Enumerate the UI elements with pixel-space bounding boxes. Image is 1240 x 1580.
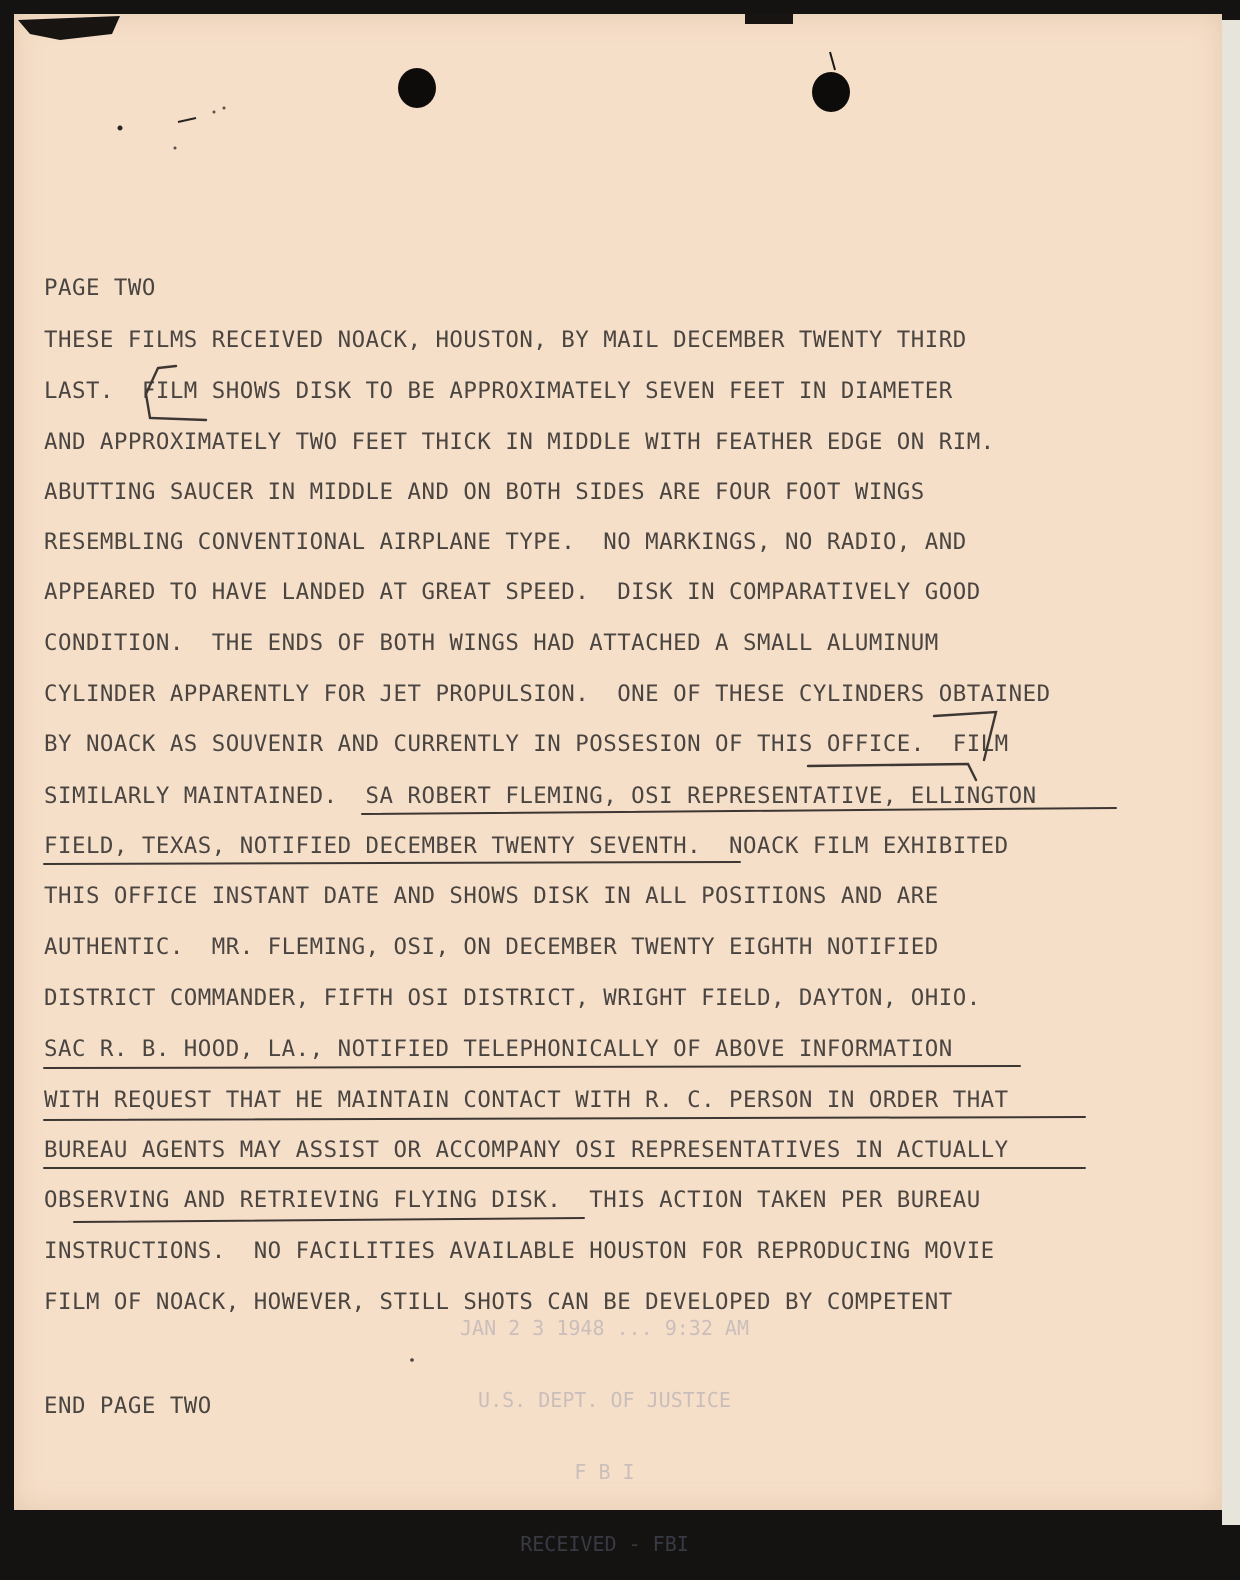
body-line: DISTRICT COMMANDER, FIFTH OSI DISTRICT, WRIGHT FIELD, DAYTON, OHIO. (44, 985, 981, 1011)
stamp-received: RECEIVED - FBI (520, 1532, 689, 1556)
body-line: BUREAU AGENTS MAY ASSIST OR ACCOMPANY OSI REPRESENTATIVES IN ACTUALLY (44, 1137, 1009, 1163)
body-line: CYLINDER APPARENTLY FOR JET PROPULSION. ONE OF THESE CYLINDERS OBTAINED (44, 681, 1051, 707)
body-line: SAC R. B. HOOD, LA., NOTIFIED TELEPHONICALLY OF ABOVE INFORMATION (44, 1036, 953, 1062)
body-line: ABUTTING SAUCER IN MIDDLE AND ON BOTH SIDES ARE FOUR FOOT WINGS (44, 479, 925, 505)
body-line: THIS OFFICE INSTANT DATE AND SHOWS DISK IN ALL POSITIONS AND ARE (44, 883, 939, 909)
body-line: AND APPROXIMATELY TWO FEET THICK IN MIDDLE WITH FEATHER EDGE ON RIM. (44, 429, 995, 455)
body-line: OBSERVING AND RETRIEVING FLYING DISK. THIS ACTION TAKEN PER BUREAU (44, 1187, 981, 1213)
body-line: FIELD, TEXAS, NOTIFIED DECEMBER TWENTY SEVENTH. NOACK FILM EXHIBITED (44, 833, 1009, 859)
body-line: APPEARED TO HAVE LANDED AT GREAT SPEED. DISK IN COMPARATIVELY GOOD (44, 579, 981, 605)
body-line: AUTHENTIC. MR. FLEMING, OSI, ON DECEMBER TWENTY EIGHTH NOTIFIED (44, 934, 939, 960)
body-line: LAST. FILM SHOWS DISK TO BE APPROXIMATELY SEVEN FEET IN DIAMETER (44, 378, 953, 404)
stamp-date: JAN 2 3 1948 ... 9:32 AM (460, 1316, 749, 1340)
body-line: RESEMBLING CONVENTIONAL AIRPLANE TYPE. NO MARKINGS, NO RADIO, AND (44, 529, 967, 555)
body-line: CONDITION. THE ENDS OF BOTH WINGS HAD ATTACHED A SMALL ALUMINUM (44, 630, 939, 656)
page-header: PAGE TWO (44, 275, 156, 301)
stamp-agency: F B I (574, 1460, 635, 1484)
stamp-department: U.S. DEPT. OF JUSTICE (478, 1388, 731, 1412)
page-footer: END PAGE TWO (44, 1393, 212, 1419)
body-line: SIMILARLY MAINTAINED. SA ROBERT FLEMING, OSI REPRESENTATIVE, ELLINGTON (44, 783, 1037, 809)
body-line: FILM OF NOACK, HOWEVER, STILL SHOTS CAN BE DEVELOPED BY COMPETENT (44, 1289, 953, 1315)
body-line: INSTRUCTIONS. NO FACILITIES AVAILABLE HOUSTON FOR REPRODUCING MOVIE (44, 1238, 995, 1264)
body-line: WITH REQUEST THAT HE MAINTAIN CONTACT WITH R. C. PERSON IN ORDER THAT (44, 1087, 1009, 1113)
body-line: THESE FILMS RECEIVED NOACK, HOUSTON, BY MAIL DECEMBER TWENTY THIRD (44, 327, 967, 353)
body-line: BY NOACK AS SOUVENIR AND CURRENTLY IN POSSESION OF THIS OFFICE. FILM (44, 731, 1009, 757)
